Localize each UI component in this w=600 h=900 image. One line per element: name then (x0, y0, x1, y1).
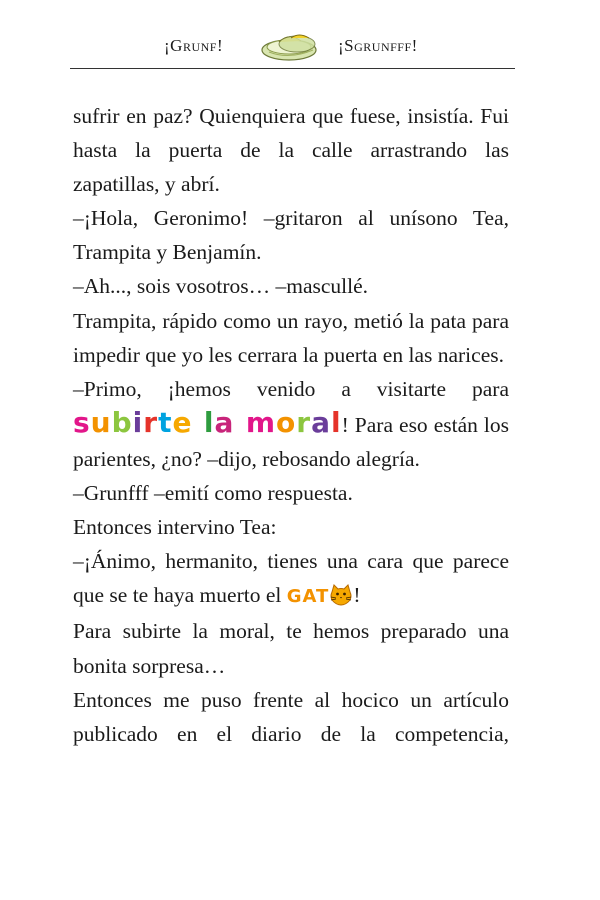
header-left-title: ¡Grunf! (164, 36, 224, 55)
header-right-title: ¡Sgrunfff! (338, 36, 418, 55)
paragraph-text: ! Para eso están los parientes, ¿no? –dijo, rebosando alegría. (73, 412, 510, 471)
paragraph-text: –¡Ánimo, hermanito, tienes una cara que parece que se te haya muerto el (73, 549, 509, 608)
paragraph: –Grunfff –emití como respuesta. (73, 481, 353, 506)
decorative-phrase: subirte la moral (73, 405, 342, 439)
paragraph-text: –Primo, ¡hemos venido a visitarte para (73, 376, 509, 401)
cat-face-icon (329, 584, 353, 606)
paragraph: –Ah..., sois vosotros… –mascullé. (73, 274, 369, 299)
paragraph-text: ! (353, 583, 361, 608)
slipper-icon (259, 26, 323, 64)
gat-word: GAT (286, 586, 330, 608)
body-text (73, 99, 509, 751)
paragraph (73, 544, 509, 614)
running-header (70, 22, 515, 69)
paragraph: Para subirte la moral, te hemos preparado una bonita sorpresa… (73, 619, 509, 678)
paragraph: –¡Hola, Geronimo! –gritaron al unísono Tea, Trampita y Benjamín. (73, 206, 509, 265)
paragraph: Entonces me puso frente al hocico un artículo publicado en el diario de la competencia, (73, 687, 509, 746)
paragraph: Entonces intervino Tea: (73, 515, 277, 540)
paragraph: Trampita, rápido como un rayo, metió la pata para impedir que yo les cerrara la puerta en las narices. (73, 308, 509, 367)
paragraph (73, 372, 509, 476)
paragraph: sufrir en paz? Quienquiera que fuese, insistía. Fui hasta la puerta de la calle arrastrando las zapatillas, y abrí. (73, 104, 509, 197)
